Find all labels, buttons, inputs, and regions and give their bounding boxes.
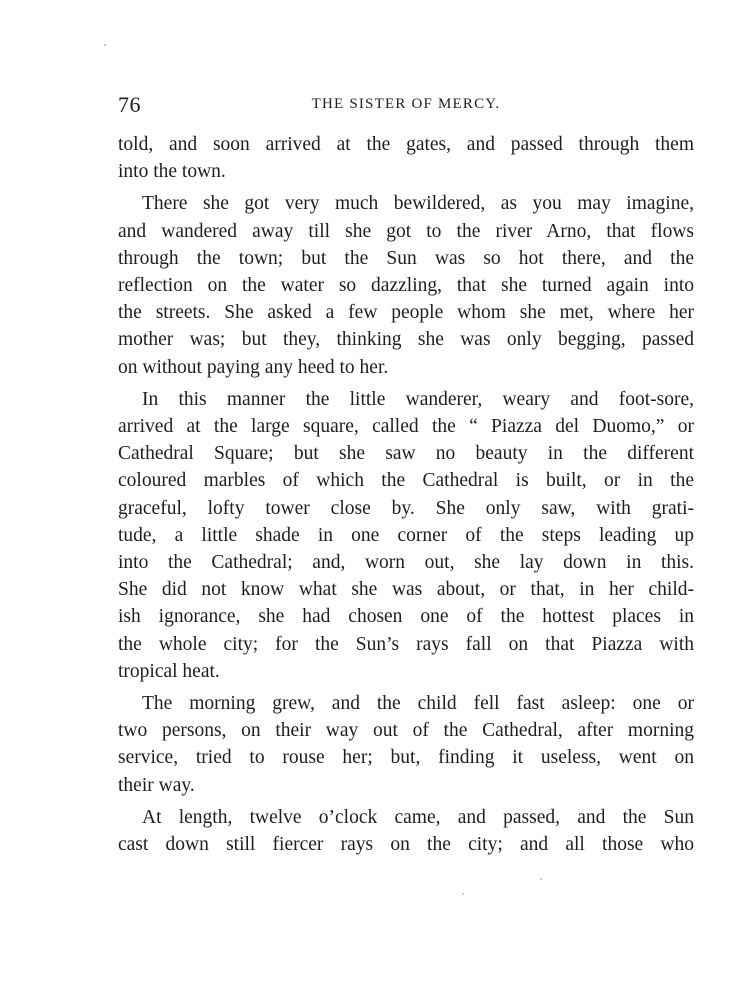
text-line: two persons, on their way out of the Cathedral, after morning bbox=[118, 720, 694, 742]
body-text bbox=[118, 131, 694, 858]
page-header bbox=[118, 92, 694, 120]
text-line: told, and soon arrived at the gates, and passed through them bbox=[118, 134, 694, 155]
text-line: In this manner the little wanderer, weary and foot-sore, bbox=[142, 388, 694, 410]
text-line: service, tried to rouse her; but, finding it useless, went on bbox=[118, 747, 694, 769]
text-line: the streets. She asked a few people whom she met, where her bbox=[118, 302, 694, 324]
text-line: tropical heat. bbox=[118, 660, 220, 682]
paragraph bbox=[118, 386, 694, 685]
scan-speck bbox=[462, 893, 464, 895]
scan-speck bbox=[104, 44, 106, 46]
paragraph bbox=[118, 690, 694, 799]
text-line: There she got very much bewildered, as you may imagine, bbox=[142, 193, 694, 215]
text-line: arrived at the large square, called the “ Piazza del Duomo,” or bbox=[118, 416, 694, 438]
text-line: tude, a little shade in one corner of the steps leading up bbox=[118, 524, 694, 546]
text-line: their way. bbox=[118, 774, 195, 796]
text-line: Cathedral Square; but she saw no beauty in the different bbox=[118, 443, 694, 465]
text-line: and wandered away till she got to the river Arno, that flows bbox=[118, 220, 694, 242]
text-line: The morning grew, and the child fell fast asleep: one or bbox=[142, 693, 694, 715]
paragraph bbox=[118, 804, 694, 858]
text-line: mother was; but they, thinking she was only begging, passed bbox=[118, 329, 694, 351]
page-number: 76 bbox=[118, 92, 141, 117]
text-line: cast down still fiercer rays on the city; and all those who bbox=[118, 834, 694, 856]
text-line: graceful, lofty tower close by. She only saw, with grati- bbox=[118, 497, 694, 519]
paragraph bbox=[118, 190, 694, 380]
text-line: ish ignorance, she had chosen one of the hottest places in bbox=[118, 606, 694, 628]
text-line: She did not know what she was about, or that, in her child- bbox=[118, 579, 694, 601]
text-line: reflection on the water so dazzling, that she turned again into bbox=[118, 275, 694, 297]
text-line: At length, twelve o’clock came, and passed, and the Sun bbox=[142, 806, 694, 828]
text-line: on without paying any heed to her. bbox=[118, 356, 389, 378]
text-line: through the town; but the Sun was so hot there, and the bbox=[118, 247, 694, 269]
text-line: into the town. bbox=[118, 161, 226, 183]
scan-speck bbox=[540, 878, 542, 880]
text-line: into the Cathedral; and, worn out, she lay down in this. bbox=[118, 552, 694, 574]
text-line: the whole city; for the Sun’s rays fall on that Piazza with bbox=[118, 633, 694, 655]
running-head: THE SISTER OF MERCY. bbox=[311, 96, 501, 112]
text-line: coloured marbles of which the Cathedral is built, or in the bbox=[118, 470, 694, 492]
paragraph bbox=[118, 131, 694, 185]
